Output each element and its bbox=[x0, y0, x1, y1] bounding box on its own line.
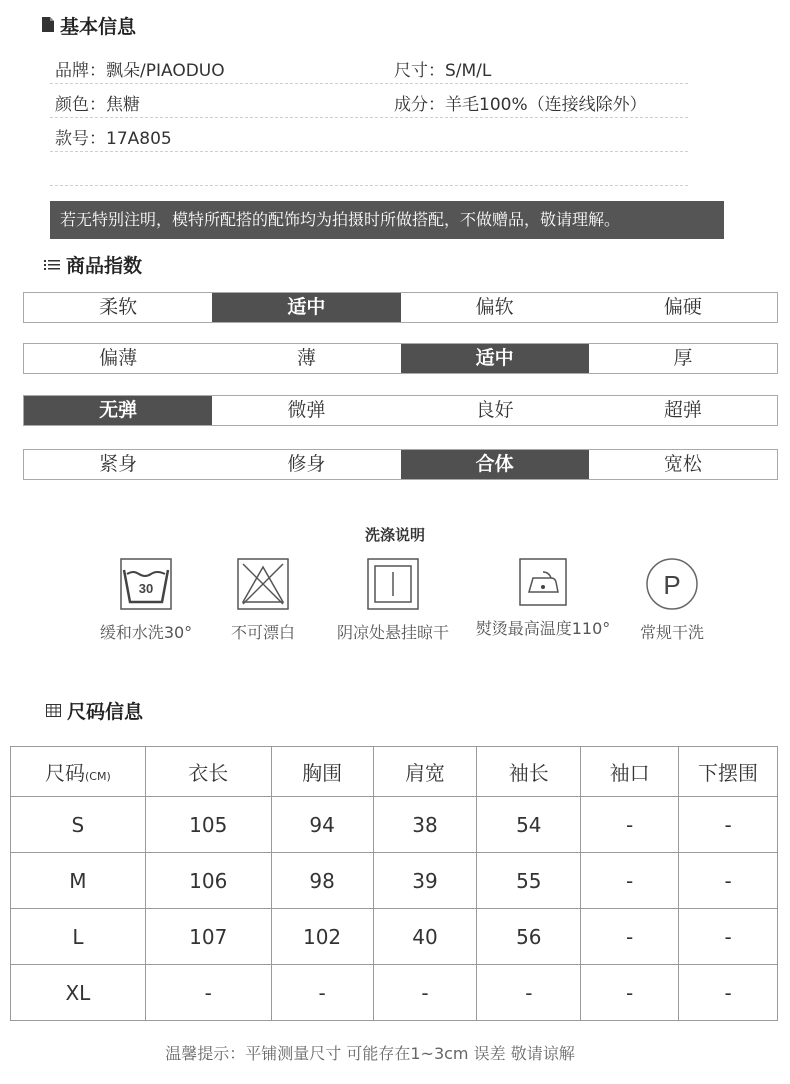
wash-label: 常规干洗 bbox=[639, 623, 704, 642]
wash-temp-text: 30 bbox=[138, 581, 154, 596]
index-row-fit bbox=[23, 449, 778, 480]
header-cell: 衣长 bbox=[145, 747, 271, 797]
style-number-field: 款号：17A805 bbox=[55, 129, 172, 149]
header-cell: 下摆围 bbox=[679, 747, 778, 797]
index-option-selected: 合体 bbox=[401, 450, 589, 479]
color-field: 颜色：焦糖 bbox=[55, 95, 140, 115]
table-cell: 40 bbox=[373, 909, 477, 965]
table-row bbox=[11, 853, 778, 909]
table-cell: 106 bbox=[145, 853, 271, 909]
table-row bbox=[11, 797, 778, 853]
dry-clean-icon bbox=[644, 558, 700, 614]
size-table bbox=[10, 746, 778, 1021]
wash-label: 不可漂白 bbox=[230, 623, 295, 642]
table-cell: 56 bbox=[477, 909, 581, 965]
header-cell: 肩宽 bbox=[373, 747, 477, 797]
wash-item-dry-clean bbox=[630, 558, 714, 643]
table-cell: 102 bbox=[271, 909, 373, 965]
index-option: 厚 bbox=[673, 347, 693, 369]
index-option: 修身 bbox=[287, 453, 326, 475]
table-cell: - bbox=[679, 853, 778, 909]
table-cell: 107 bbox=[145, 909, 271, 965]
table-cell: - bbox=[581, 797, 679, 853]
header-size: 尺码(CM) bbox=[11, 747, 146, 797]
size-info-title-text: 尺码信息 bbox=[67, 701, 144, 723]
size-label: XL bbox=[11, 965, 146, 1021]
table-cell: 54 bbox=[477, 797, 581, 853]
wash-label: 熨烫最高温度110° bbox=[475, 619, 611, 638]
info-row-3 bbox=[50, 118, 688, 152]
header-cell: 袖口 bbox=[581, 747, 679, 797]
index-option: 微弹 bbox=[287, 399, 326, 421]
table-cell: - bbox=[373, 965, 477, 1021]
index-option: 宽松 bbox=[663, 453, 702, 475]
wash-item-iron bbox=[469, 558, 617, 639]
table-cell: - bbox=[145, 965, 271, 1021]
table-cell: 38 bbox=[373, 797, 477, 853]
index-row-elasticity bbox=[23, 395, 778, 426]
table-cell: 55 bbox=[477, 853, 581, 909]
table-cell: 98 bbox=[271, 853, 373, 909]
line-dry-shade-icon bbox=[367, 558, 419, 610]
index-option: 柔软 bbox=[99, 296, 138, 318]
index-option-selected: 适中 bbox=[212, 293, 400, 322]
table-cell: - bbox=[271, 965, 373, 1021]
size-label: L bbox=[11, 909, 146, 965]
product-index-title-text: 商品指数 bbox=[66, 255, 143, 277]
index-option: 超弹 bbox=[663, 399, 702, 421]
list-icon bbox=[44, 254, 60, 276]
size-field: 尺寸：S/M/L bbox=[394, 61, 492, 81]
table-cell: - bbox=[581, 965, 679, 1021]
model-accessory-notice: 若无特别注明，模特所配搭的配饰均为拍摄时所做搭配，不做赠品，敬请理解。 bbox=[50, 201, 724, 239]
table-cell: 94 bbox=[271, 797, 373, 853]
size-label: M bbox=[11, 853, 146, 909]
document-icon bbox=[42, 15, 54, 37]
wash-label: 阴凉处悬挂晾干 bbox=[336, 623, 449, 642]
index-option: 良好 bbox=[475, 399, 514, 421]
header-cell: 胸围 bbox=[271, 747, 373, 797]
material-field: 成分：羊毛100%（连接线除外） bbox=[394, 95, 647, 115]
wash-label: 缓和水洗30° bbox=[99, 623, 193, 642]
wash-item-line-dry bbox=[326, 558, 460, 643]
size-label: S bbox=[11, 797, 146, 853]
basic-info-title-text: 基本信息 bbox=[60, 16, 137, 38]
index-option: 偏硬 bbox=[663, 296, 702, 318]
table-row bbox=[11, 909, 778, 965]
basic-info-title bbox=[42, 12, 136, 39]
index-row-thickness bbox=[23, 343, 778, 374]
wash-item-30 bbox=[95, 558, 197, 643]
table-cell: 105 bbox=[145, 797, 271, 853]
washing-title: 洗涤说明 bbox=[364, 526, 425, 544]
brand-field: 品牌：飘朵/PIAODUO bbox=[55, 61, 225, 81]
no-bleach-icon bbox=[237, 558, 289, 610]
table-row bbox=[11, 965, 778, 1021]
index-option: 紧身 bbox=[99, 453, 138, 475]
product-index-title bbox=[44, 251, 142, 278]
wash-30-icon bbox=[120, 558, 172, 610]
info-row-2 bbox=[50, 84, 688, 118]
index-option: 偏薄 bbox=[99, 347, 138, 369]
size-info-title bbox=[46, 697, 143, 724]
size-table-header bbox=[11, 747, 778, 797]
info-row-empty bbox=[50, 152, 688, 186]
table-cell: - bbox=[581, 853, 679, 909]
header-cell: 袖长 bbox=[477, 747, 581, 797]
dry-clean-letter: P bbox=[663, 570, 681, 600]
table-cell: - bbox=[679, 797, 778, 853]
index-option-selected: 无弹 bbox=[24, 396, 212, 425]
table-cell: - bbox=[477, 965, 581, 1021]
iron-icon bbox=[519, 558, 567, 606]
table-cell: - bbox=[581, 909, 679, 965]
info-row-1 bbox=[50, 50, 688, 84]
table-cell: - bbox=[679, 909, 778, 965]
index-option-selected: 适中 bbox=[401, 344, 589, 373]
measurement-tip: 温馨提示：平铺测量尺寸 可能存在1~3cm 误差 敬请谅解 bbox=[165, 1044, 575, 1063]
table-cell: 39 bbox=[373, 853, 477, 909]
index-option: 薄 bbox=[296, 347, 316, 369]
index-row-softness bbox=[23, 292, 778, 323]
table-icon bbox=[46, 700, 61, 722]
wash-item-no-bleach bbox=[212, 558, 314, 643]
table-cell: - bbox=[679, 965, 778, 1021]
index-option: 偏软 bbox=[475, 296, 514, 318]
